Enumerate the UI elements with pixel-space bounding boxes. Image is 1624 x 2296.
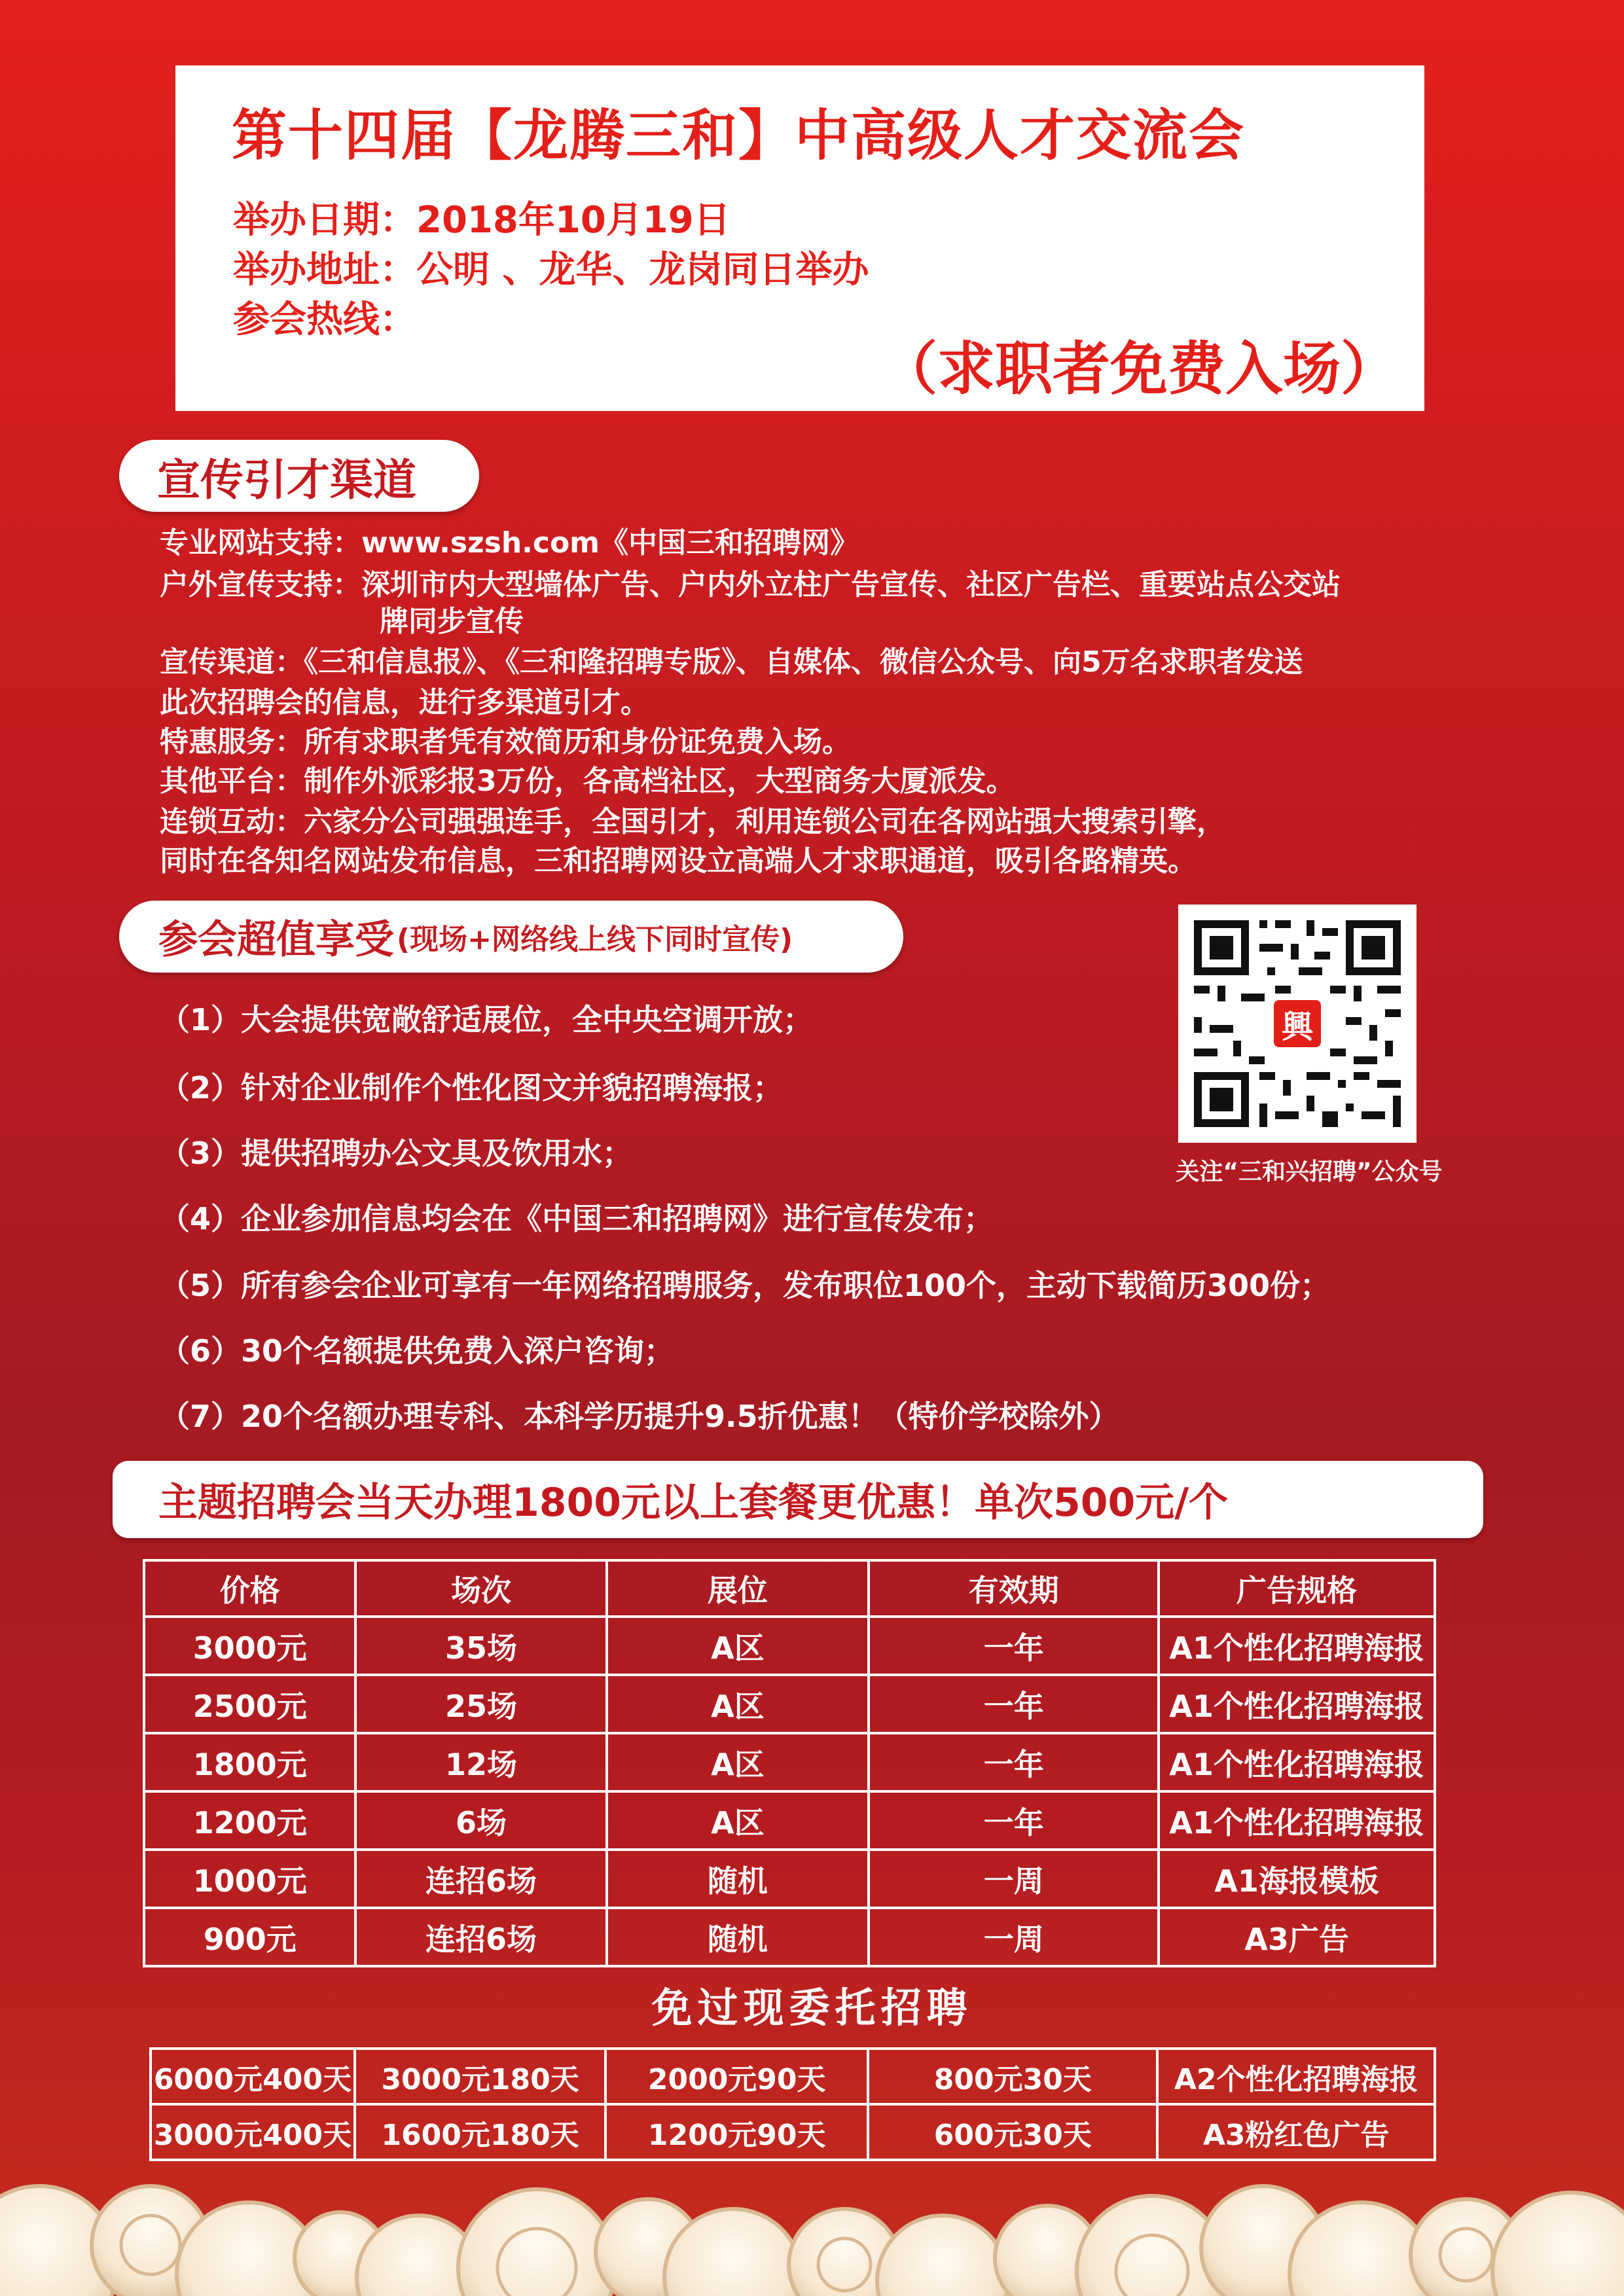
promo-heading-text: 宣传引才渠道: [157, 454, 416, 505]
table-cell: 12场: [355, 1733, 606, 1791]
table-cell: A区: [607, 1791, 869, 1850]
event-hotline-row: [233, 291, 416, 343]
table-cell: 一年: [869, 1617, 1159, 1675]
table-cell: 连招6场: [355, 1908, 606, 1966]
free-recruit-title: 免过现委托招聘: [651, 1984, 973, 2032]
table-cell: 1600元180天: [355, 2104, 605, 2160]
header-cell: 价格: [144, 1560, 355, 1617]
event-title: 第十四届【龙腾三和】中高级人才交流会: [232, 103, 1246, 168]
table-cell: 1000元: [144, 1850, 355, 1908]
table-cell: 6场: [355, 1791, 606, 1850]
promo-line: 专业网站支持：www.szsh.com《中国三和招聘网》: [160, 526, 859, 560]
table-cell: A3广告: [1159, 1908, 1435, 1966]
table-cell: 600元30天: [868, 2104, 1157, 2160]
event-date-row: [233, 191, 731, 243]
header-cell: 广告规格: [1159, 1560, 1435, 1617]
table-cell: 3000元: [144, 1617, 355, 1675]
promo-line: 特惠服务：所有求职者凭有效简历和身份证免费入场。: [160, 725, 851, 759]
benefit-item: （7）20个名额办理专科、本科学历提升9.5折优惠！（特价学校除外）: [160, 1399, 1119, 1434]
header-cell: 展位: [607, 1560, 869, 1617]
cloud-decoration: [0, 2134, 1624, 2296]
package-banner: [113, 1461, 1483, 1538]
table-cell: 一周: [869, 1908, 1159, 1966]
table-cell: A区: [607, 1675, 869, 1733]
table-cell: 一年: [869, 1733, 1159, 1791]
table-cell: 一年: [869, 1791, 1159, 1850]
table-cell: 25场: [355, 1675, 606, 1733]
event-address-value: 公明 、龙华、龙岗同日举办: [416, 249, 869, 291]
package-banner-text: 主题招聘会当天办理1800元以上套餐更优惠！单次500元/个: [158, 1480, 1229, 1526]
table-cell: 1200元90天: [605, 2104, 868, 2160]
table-cell: A1海报模板: [1159, 1850, 1435, 1908]
free-entry-note: （求职者免费入场）: [879, 335, 1398, 403]
table-cell: 3000元400天: [151, 2104, 355, 2160]
table-row: [144, 1908, 1435, 1966]
table-cell: 2500元: [144, 1675, 355, 1733]
table-cell: A1个性化招聘海报: [1159, 1733, 1435, 1791]
table-cell: A1个性化招聘海报: [1159, 1791, 1435, 1850]
benefit-item: （1）大会提供宽敞舒适展位，全中央空调开放；: [160, 1002, 814, 1037]
benefit-item: （4）企业参加信息均会在《中国三和招聘网》进行宣传发布；: [160, 1201, 994, 1236]
table-cell: 3000元180天: [355, 2049, 605, 2104]
event-address-label: 举办地址：: [233, 249, 416, 291]
table-row: [151, 2049, 1435, 2104]
header-cell: 场次: [355, 1560, 606, 1617]
table-cell: A区: [607, 1733, 869, 1791]
table-cell: A3粉红色广告: [1157, 2104, 1435, 2160]
promo-line: 宣传渠道：《三和信息报》、《三和隆招聘专版》、自媒体、微信公众号、向5万名求职者发送: [160, 645, 1303, 679]
table-cell: 1800元: [144, 1733, 355, 1791]
benefits-heading: [119, 901, 903, 973]
table-cell: 6000元400天: [151, 2049, 355, 2104]
benefits-heading-text: 参会超值享受: [158, 917, 394, 963]
table-cell: 1200元: [144, 1791, 355, 1850]
benefit-item: （5）所有参会企业可享有一年网络招聘服务，发布职位100个，主动下载简历300份；: [160, 1268, 1331, 1303]
table-cell: A区: [607, 1617, 869, 1675]
table-cell: 一周: [869, 1850, 1159, 1908]
table-cell: 900元: [144, 1908, 355, 1966]
benefit-item: （3）提供招聘办公文具及饮用水；: [160, 1136, 633, 1171]
table-cell: A1个性化招聘海报: [1159, 1675, 1435, 1733]
benefit-item: （6）30个名额提供免费入深户咨询；: [160, 1333, 675, 1369]
table-cell: A1个性化招聘海报: [1159, 1617, 1435, 1675]
table-cell: 2000元90天: [605, 2049, 868, 2104]
promo-heading: [119, 440, 479, 512]
event-hotline-label: 参会热线：: [233, 298, 416, 341]
promo-line: 连锁互动：六家分公司强强连手，全国引才，利用连锁公司在各网站强大搜索引擎，: [160, 805, 1225, 838]
header-card: [175, 65, 1424, 411]
table-row: [144, 1733, 1435, 1791]
qr-caption: 关注“三和兴招聘”公众号: [1176, 1158, 1443, 1185]
table-cell: 随机: [607, 1908, 869, 1966]
event-date-value: 2018年10月19日: [416, 199, 731, 242]
event-date-label: 举办日期：: [233, 199, 416, 242]
table-cell: 一年: [869, 1675, 1159, 1733]
promo-line: 其他平台：制作外派彩报3万份，各高档社区，大型商务大厦派发。: [160, 764, 1015, 798]
promo-line: 同时在各知名网站发布信息，三和招聘网设立高端人才求职通道，吸引各路精英。: [160, 844, 1197, 878]
promo-line: 户外宣传支持：深圳市内大型墙体广告、户内外立柱广告宣传、社区广告栏、重要站点公交站: [160, 568, 1341, 601]
promo-line: 此次招聘会的信息，进行多渠道引才。: [160, 686, 649, 719]
table-cell: A2个性化招聘海报: [1157, 2049, 1435, 2104]
price-table-header: [144, 1560, 1435, 1617]
promo-line: 牌同步宣传: [380, 605, 524, 638]
qr-code[interactable]: [1178, 905, 1416, 1143]
table-row: [144, 1617, 1435, 1675]
table-cell: 35场: [355, 1617, 606, 1675]
table-cell: 800元30天: [868, 2049, 1157, 2104]
table-cell: 随机: [607, 1850, 869, 1908]
table-row: [144, 1850, 1435, 1908]
price-table: [143, 1559, 1436, 1967]
qr-center-badge: 興: [1281, 1008, 1313, 1045]
table-cell: 连招6场: [355, 1850, 606, 1908]
benefit-item: （2）针对企业制作个性化图文并貌招聘海报；: [160, 1070, 784, 1105]
table-row: [144, 1791, 1435, 1850]
header-cell: 有效期: [869, 1560, 1159, 1617]
event-address-row: [233, 241, 869, 293]
benefits-heading-note: (现场+网络线上线下同时宣传): [397, 923, 793, 956]
table-row: [144, 1675, 1435, 1733]
